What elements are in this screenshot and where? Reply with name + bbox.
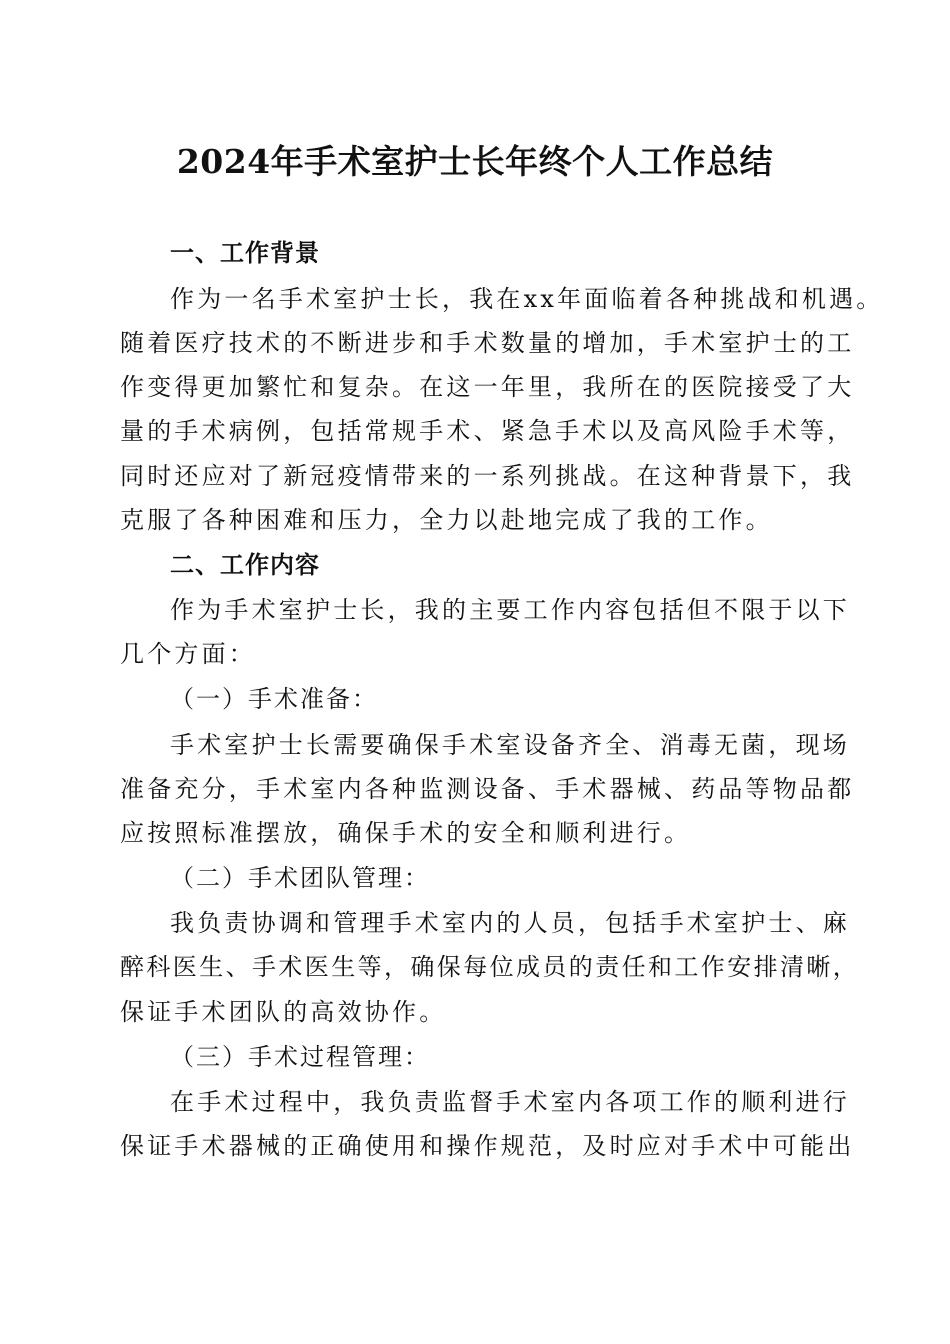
paragraph-line: 作为手术室护士长，我的主要工作内容包括但不限于以下 <box>170 596 850 624</box>
paragraph-line: 手术室护士长需要确保手术室设备齐全、消毒无菌，现场 <box>170 731 850 759</box>
paragraph-line: 在手术过程中，我负责监督手术室内各项工作的顺利进行 <box>170 1088 850 1116</box>
paragraph-line: 几个方面： <box>120 640 256 668</box>
section-heading-content: 二、工作内容 <box>170 550 320 579</box>
paragraph-line: 量的手术病例，包括常规手术、紧急手术以及高风险手术等， <box>120 417 855 445</box>
paragraph-line: 醉科医生、手术医生等，确保每位成员的责任和工作安排清晰， <box>120 953 860 981</box>
paragraph-line: 克服了各种困难和压力，全力以赴地完成了我的工作。 <box>120 506 773 534</box>
paragraph-line: 同时还应对了新冠疫情带来的一系列挑战。在这种背景下，我 <box>120 462 855 490</box>
paragraph-line: 作为一名手术室护士长，我在xx年面临着各种挑战和机遇。 <box>170 285 884 313</box>
subsection-heading-process: （三）手术过程管理： <box>170 1043 430 1071</box>
paragraph-line: 随着医疗技术的不断进步和手术数量的增加，手术室护士的工 <box>120 329 855 357</box>
paragraph-line: 保证手术器械的正确使用和操作规范，及时应对手术中可能出 <box>120 1132 855 1160</box>
paragraph-line: 保证手术团队的高效协作。 <box>120 998 447 1026</box>
paragraph-line: 我负责协调和管理手术室内的人员，包括手术室护士、麻 <box>170 909 850 937</box>
subsection-heading-team: （二）手术团队管理： <box>170 864 430 892</box>
paragraph-line: 应按照标准摆放，确保手术的安全和顺利进行。 <box>120 819 692 847</box>
subsection-heading-preparation: （一）手术准备： <box>170 685 378 713</box>
document-title: 2024年手术室护士长年终个人工作总结 <box>176 142 774 181</box>
paragraph-line: 准备充分，手术室内各种监测设备、手术器械、药品等物品都 <box>120 775 855 803</box>
section-heading-background: 一、工作背景 <box>170 238 320 267</box>
paragraph-line: 作变得更加繁忙和复杂。在这一年里，我所在的医院接受了大 <box>120 373 855 401</box>
